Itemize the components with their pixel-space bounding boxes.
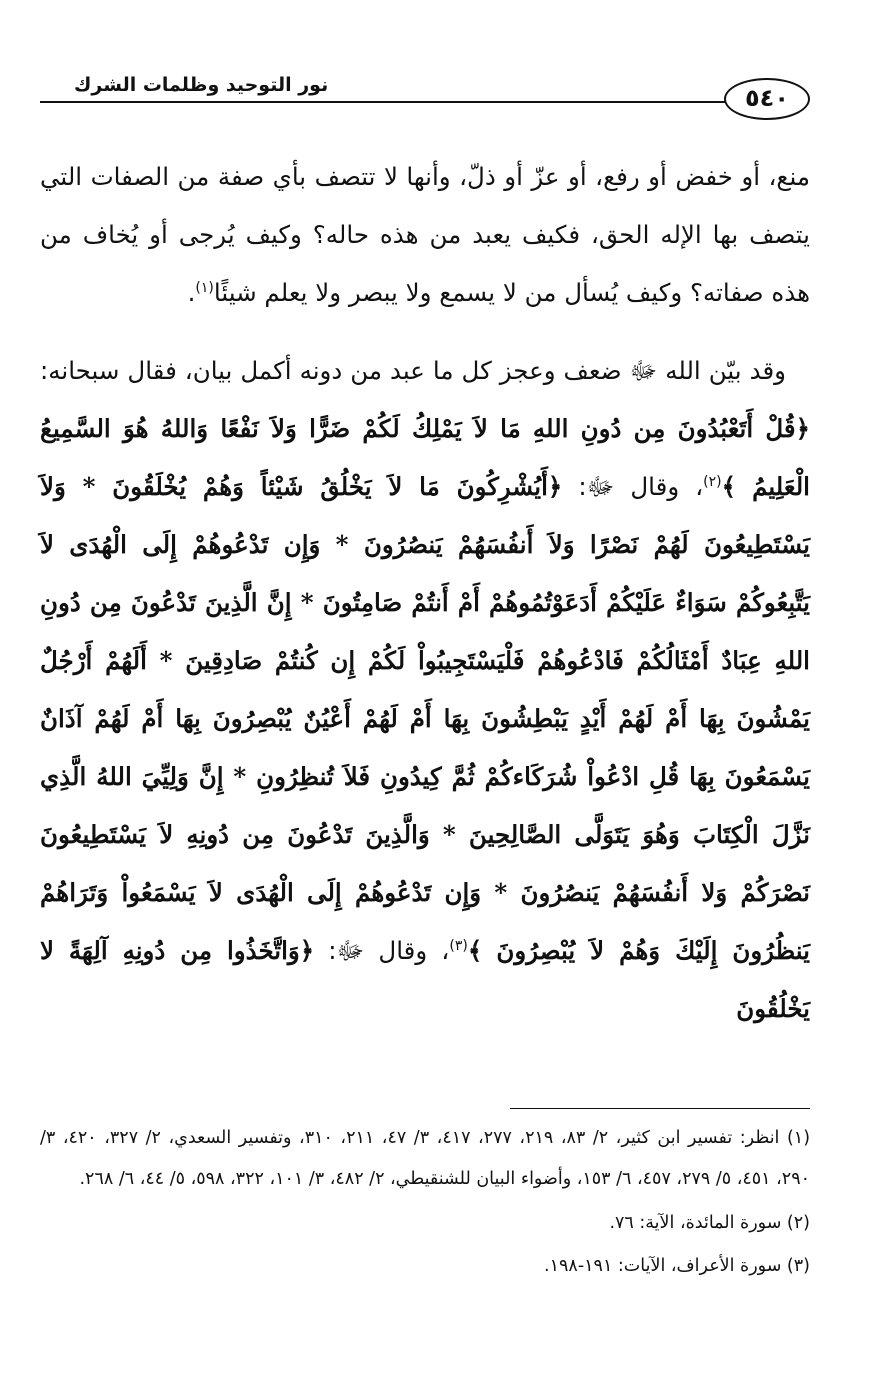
quran-verse-2: أَيُشْرِكُونَ مَا لاَ يَخْلُقُ شَيْئاً وَهُمْ يُخْلَقُونَ * وَلاَ يَسْتَطِيعُونَ لَهُمْ نَصْرًا وَلاَ أَنفُسَهُمْ يَنصُرُونَ * وَإِن تَدْعُوهُمْ إِلَى الْهُدَى لاَ يَتَّبِعُوكُمْ سَوَاءٌ عَلَيْكُمْ أَدَعَوْتُمُوهُمْ أَمْ أَنتُمْ صَامِتُونَ * إِنَّ الَّذِينَ تَدْعُونَ مِن دُونِ اللهِ عِبَادٌ أَمْثَالُكُمْ فَادْعُوهُمْ فَلْيَسْتَجِيبُواْ لَكُمْ إِن كُنتُمْ صَادِقِينَ * أَلَهُمْ أَرْجُلٌ يَمْشُونَ بِهَا أَمْ لَهُمْ أَيْدٍ يَبْطِشُونَ بِهَا أَمْ لَهُمْ أَعْيُنٌ يُبْصِرُونَ بِهَا أَمْ لَهُمْ آذَانٌ يَسْمَعُونَ بِهَا قُلِ ادْعُواْ شُرَكَاءكُمْ ثُمَّ كِيدُونِ فَلاَ تُنظِرُونِ * إِنَّ وَلِيِّيَ اللهُ الَّذِي نَزَّلَ الْكِتَابَ وَهُوَ يَتَوَلَّى الصَّالِحِينَ * وَالَّذِينَ تَدْعُونَ مِن دُونِهِ لاَ يَسْتَطِيعُونَ نَصْرَكُمْ وَلا أَنفُسَهُمْ يَنصُرُونَ * وَإِن تَدْعُوهُمْ إِلَى الْهُدَى لاَ يَسْمَعُواْ وَتَرَاهُمْ يَنظُرُونَ إِلَيْكَ وَهُمْ لاَ يُبْصِرُونَ [40, 472, 810, 965]
paragraph-1 [40, 148, 810, 322]
quran-open-bracket: ﴿ [299, 936, 315, 965]
header-rule [40, 101, 728, 103]
footnote-3: (٣) سورة الأعراف، الآيات: ١٩١-١٩٨. [544, 1256, 810, 1276]
footnotes [40, 1118, 810, 1286]
paragraph-1-end: . [187, 278, 196, 307]
quran-close-bracket: ﴾ [721, 472, 736, 501]
running-header [40, 66, 810, 114]
connector-3: ، وقال ﷻ: [314, 936, 450, 965]
main-text [40, 148, 810, 1038]
book-title: نور التوحيد وظلمات الشرك [74, 74, 329, 96]
quran-open-bracket: ﴿ [547, 472, 563, 501]
footnote-ref-2: (٢) [703, 473, 722, 490]
footnote-2: (٢) سورة المائدة، الآية: ٧٦. [609, 1213, 810, 1233]
footnote-1: (١) انظر: تفسير ابن كثير، ٢/ ٨٣، ٢١٩، ٢٧٧، ٤١٧، ٣/ ٤٧، ٢١١، ٣١٠، وتفسير السعدي، ٢/ ٣٢٧، ٤٢٠، ٣/ ٢٩٠، ٤٥١، ٥/ ٢٧٩، ٤٥٧، ٦/ ١٥٣، وأضواء البيان للشنقيطي، ٢/ ٤٨٢، ٣/ ١٠١، ٣٢٢، ٥٩٨، ٥/ ٤٤، ٦/ ٢٦٨. [40, 1128, 811, 1189]
quran-close-bracket: ﴾ [467, 936, 483, 965]
footnote-ref-3: (٣) [449, 937, 468, 954]
quran-verse-1: قُلْ أَتَعْبُدُونَ مِن دُونِ اللهِ مَا لاَ يَمْلِكُ لَكُمْ ضَرًّا وَلاَ نَفْعًا وَاللهُ هُوَ السَّمِيعُ الْعَلِيمُ [40, 414, 810, 501]
page-number: ٥٤٠ [724, 78, 810, 120]
footnote-rule [510, 1108, 810, 1109]
paragraph-2 [40, 342, 810, 1038]
footnote-ref-1: (١) [195, 279, 214, 296]
quran-open-bracket: ﴿ [795, 414, 810, 443]
quran-verse-3: وَاتَّخَذُوا مِن دُونِهِ آلِهَةً لا يَخْلُقُونَ [40, 936, 810, 1023]
paragraph-1-text: منع، أو خفض أو رفع، أو عزّ أو ذلّ، وأنها لا تتصف بأي صفة من الصفات التي يتصف بها الإله الحق، فكيف يعبد من هذه حاله؟ وكيف يُرجى أو يُخاف من هذه صفاته؟ وكيف يُسأل من لا يسمع ولا يبصر ولا يعلم شيئًا [40, 162, 810, 307]
paragraph-2-intro: وقد بيّن الله ﷻ ضعف وعجز كل ما عبد من دونه أكمل بيان، فقال سبحانه: [40, 356, 786, 385]
connector-2: ، وقال ﷻ: [562, 472, 704, 501]
